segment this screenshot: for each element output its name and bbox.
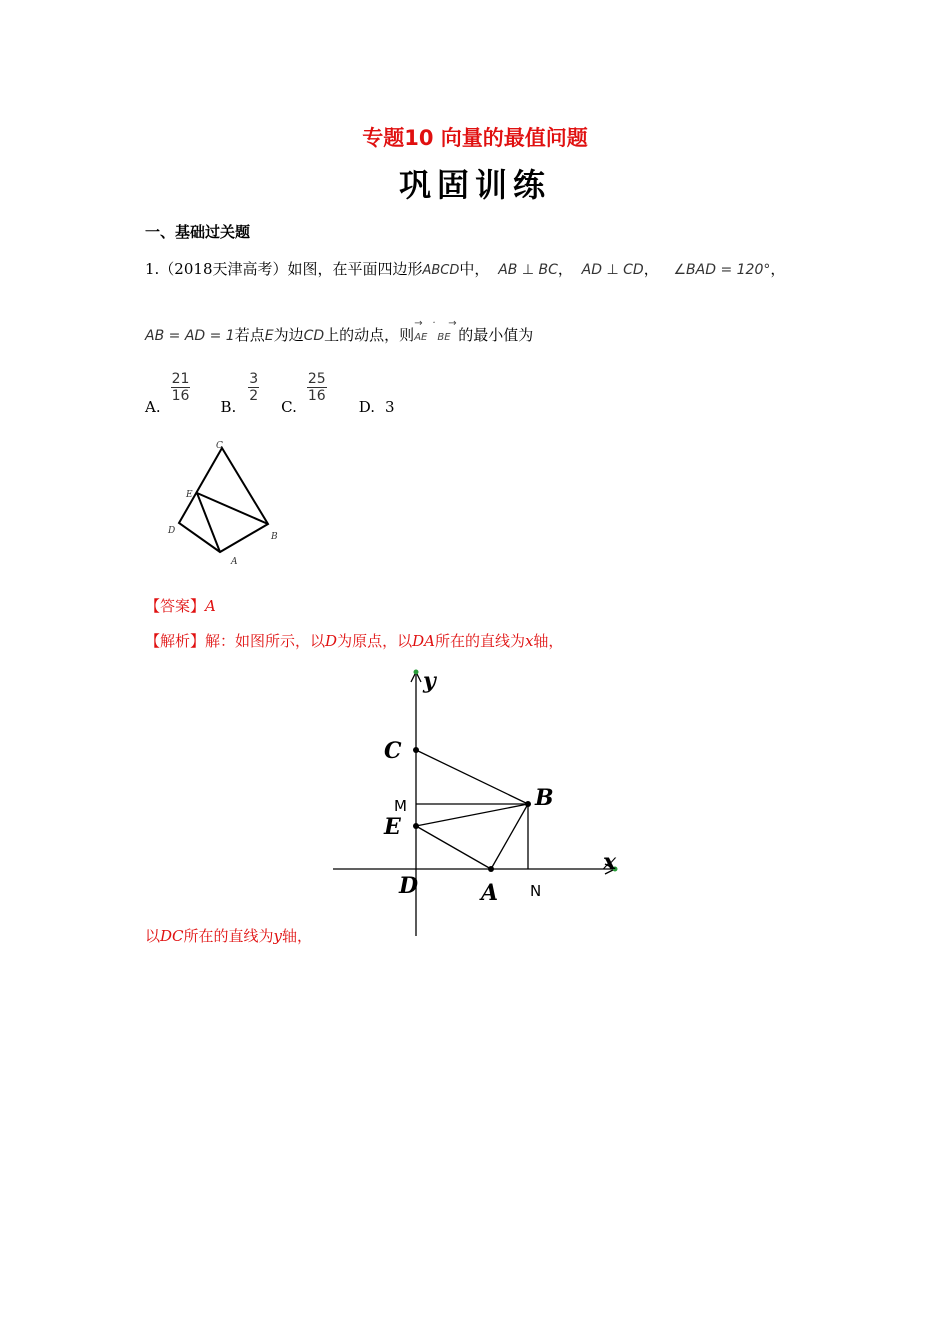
point-e: E xyxy=(264,328,274,344)
option-a-label: A. xyxy=(145,398,161,416)
label-c: C xyxy=(216,441,223,451)
footer-y: y xyxy=(273,927,283,945)
question-text: 的最小值为 xyxy=(458,326,534,344)
vector-arrow: → xyxy=(448,318,457,329)
option-b-fraction xyxy=(248,371,259,404)
answer-tag: 【答案】 xyxy=(145,597,206,615)
footer-text: 轴， xyxy=(282,927,313,945)
analysis-text: 所在的直线为 xyxy=(434,632,525,650)
option-c-label: C. xyxy=(281,398,297,416)
question-prefix: 1.（2018天津高考）如图，在平面四边形 xyxy=(145,260,423,278)
question-line-2 xyxy=(145,318,534,345)
vector-ae: AE xyxy=(414,332,428,343)
option-c-fraction xyxy=(307,371,327,404)
condition-2: AD ⊥ CD xyxy=(581,262,644,278)
condition-1: AB ⊥ BC xyxy=(498,262,558,278)
numerator: 21 xyxy=(171,371,190,387)
analysis-da: DA xyxy=(412,632,435,650)
separator: ， xyxy=(770,260,786,278)
denominator: 16 xyxy=(171,388,190,404)
dot-operator: · xyxy=(432,318,436,329)
label-x: x xyxy=(603,849,617,875)
label-c: C xyxy=(384,738,402,764)
equation-ab-ad: AB = AD = 1 xyxy=(145,328,235,344)
point-e xyxy=(413,823,419,829)
question-line-1 xyxy=(145,258,785,279)
question-mid: 中， xyxy=(459,260,490,278)
vector-be: BE xyxy=(437,332,451,343)
label-a: A xyxy=(481,880,499,906)
label-m: M xyxy=(394,797,407,815)
analysis-tag: 【解析】 xyxy=(145,632,206,650)
option-d-label: D. xyxy=(358,398,375,416)
analysis-d: D xyxy=(325,632,338,650)
point-c xyxy=(413,747,419,753)
vector-arrow: → xyxy=(414,318,423,329)
label-n: N xyxy=(530,882,542,900)
footer-text: 以 xyxy=(145,927,161,945)
coordinate-figure xyxy=(325,662,625,940)
analysis-line xyxy=(145,630,563,651)
analysis-text: 轴， xyxy=(533,632,564,650)
point-b xyxy=(525,801,531,807)
question-text: 上的动点，则 xyxy=(324,326,415,344)
option-a-fraction xyxy=(171,371,191,404)
analysis-text: 解：如图所示，以 xyxy=(205,632,326,650)
section-heading: 一、基础过关题 xyxy=(145,223,251,241)
quadrilateral-figure xyxy=(160,436,290,572)
footer-dc: DC xyxy=(160,927,184,945)
denominator: 2 xyxy=(249,388,259,404)
label-a: A xyxy=(231,557,238,567)
segment-cd: CD xyxy=(303,328,325,344)
point-a xyxy=(488,866,494,872)
options-row xyxy=(145,371,395,416)
shape-name: ABCD xyxy=(422,263,460,278)
numerator: 25 xyxy=(307,371,326,387)
quadrilateral-outline xyxy=(179,448,268,552)
condition-3: ∠BAD = 120° xyxy=(673,262,771,278)
analysis-text: 为原点，以 xyxy=(337,632,413,650)
separator: ， xyxy=(557,260,573,278)
segment-eb xyxy=(416,804,528,826)
label-d: D xyxy=(168,526,176,536)
footer-line xyxy=(145,925,312,946)
segment-ab xyxy=(491,804,528,869)
segment-cb xyxy=(416,750,528,804)
label-e: E xyxy=(384,814,401,840)
answer-value: A xyxy=(205,597,216,615)
label-y: y xyxy=(423,668,436,694)
label-b: B xyxy=(271,532,278,542)
analysis-x: x xyxy=(524,632,534,650)
y-axis-end-dot xyxy=(414,670,419,675)
label-d: D xyxy=(399,873,419,899)
option-b-label: B. xyxy=(220,398,237,416)
separator: ， xyxy=(643,260,659,278)
question-text: 为边 xyxy=(273,326,304,344)
label-e: E xyxy=(186,490,193,500)
doc-title: 专题10 向量的最值问题 xyxy=(362,126,588,150)
doc-subtitle: 巩固训练 xyxy=(398,166,551,204)
answer-line xyxy=(145,595,216,616)
segment-ea xyxy=(416,826,491,869)
option-d-value: 3 xyxy=(384,398,395,416)
denominator: 16 xyxy=(307,388,326,404)
footer-text: 所在的直线为 xyxy=(183,927,274,945)
numerator: 3 xyxy=(249,371,259,387)
dot-product xyxy=(414,318,458,344)
question-text: 若点 xyxy=(234,326,265,344)
label-b: B xyxy=(535,785,554,811)
